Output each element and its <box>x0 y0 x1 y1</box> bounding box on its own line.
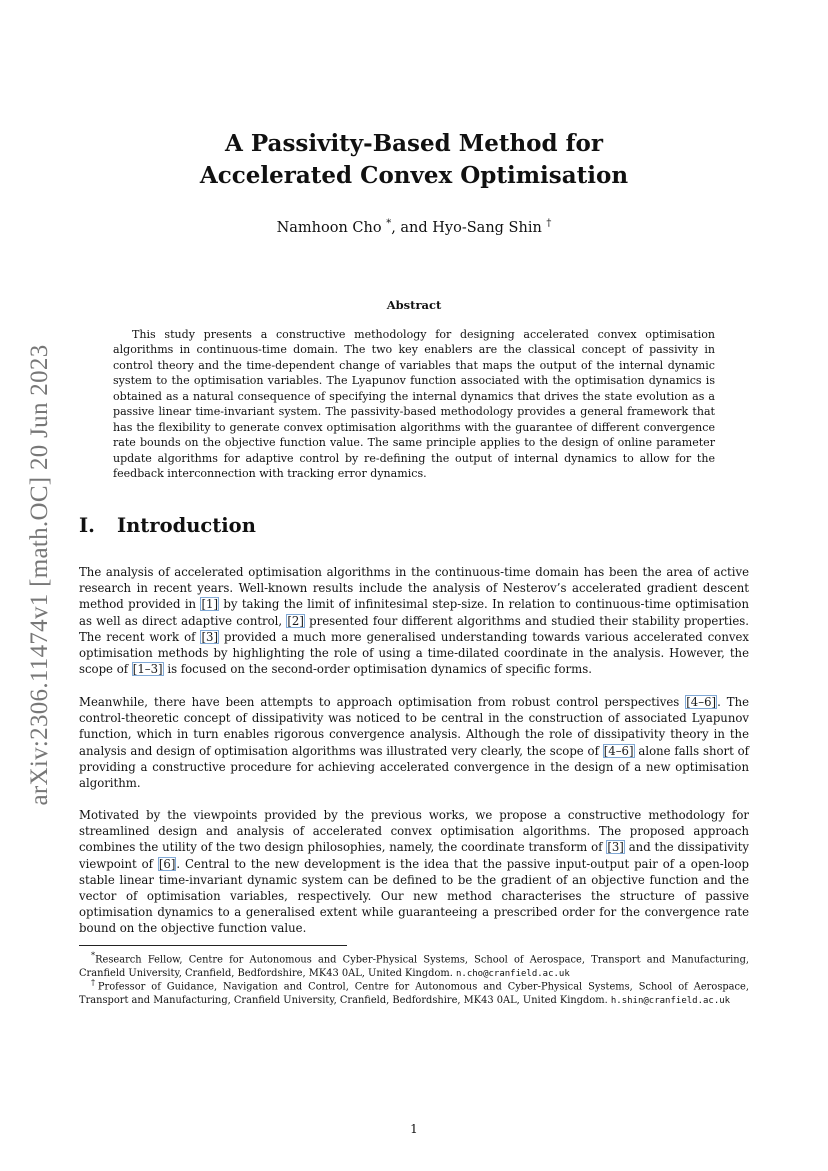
abstract-heading: Abstract <box>386 298 442 312</box>
citation-link[interactable]: [1–3] <box>132 662 163 677</box>
paragraph-text: Motivated by the viewpoints provided by the previous works, we propose a constructive methodology for streamlined design and analysis of accelerated convex optimisation algorithms. The proposed approach combines the utility of the two design philosophies, namely, the coordinate transform of <box>79 808 749 855</box>
paragraph-text: is focused on the second-order optimisation dynamics of specific forms. <box>163 662 592 677</box>
footnote-text: Research Fellow, Centre for Autonomous and Cyber-Physical Systems, School of Aerospace, Transport and Manufacturing, Cranfield University, Cranfield, Bedfordshire, MK43 0AL, United Kingdom. <box>79 954 749 979</box>
footnote-text: Professor of Guidance, Navigation and Control, Centre for Autonomous and Cyber-Physical Systems, School of Aerospace, Transport and Manufacturing, Cranfield University, Cranfield, Bedfordshire, MK43 0AL, United Kingdom. <box>79 981 750 1006</box>
citation-link[interactable]: [2] <box>287 613 304 628</box>
author-email-link[interactable]: h.shin@cranfield.ac.uk <box>610 995 731 1006</box>
intro-paragraph-1 <box>79 564 749 677</box>
author-name-2: Hyo-Sang Shin <box>432 220 542 236</box>
arxiv-identifier-stamp: arXiv:2306.11474v1 [math.OC] 20 Jun 2023 <box>26 344 53 806</box>
citation-link[interactable]: [4–6] <box>686 695 717 709</box>
citation-link[interactable]: [3] <box>201 629 219 644</box>
author-footnote-mark-2[interactable]: † <box>546 218 552 229</box>
author-email-link[interactable]: n.cho@cranfield.ac.uk <box>455 968 570 979</box>
section-number: I. <box>79 514 95 537</box>
section-heading-introduction <box>79 514 256 537</box>
page-number: 1 <box>410 1122 418 1136</box>
intro-paragraph-2 <box>79 694 749 791</box>
paragraph-text: provided a much more generalised understanding towards various accelerated convex optimisation methods by highlighting the role of using a time-dilated coordinate in the analysis. However, the scope of <box>79 629 749 677</box>
citation-link[interactable]: [1] <box>201 597 219 612</box>
footnote-2 <box>79 976 749 1008</box>
paragraph-text: by taking the limit of infinitesimal step-size. In relation to continuous-time optimisation as well as direct adaptive control, <box>79 597 749 628</box>
paragraph-text: . Central to the new development is the idea that the passive input-output pair of a open-loop stable linear time-invariant dynamic system can be defined to be the gradient of an objective function and the vector of optimisation variables, respectively. Our new method characterises the structure of passive optimisation dynamics to a generalised extent while guaranteeing a prescribed order for the convergence rate bound on the objective function value. <box>79 856 749 936</box>
paper-title <box>0 128 828 192</box>
paragraph-text: presented four different algorithms and studied their stability properties. The recent work of <box>79 613 749 644</box>
citation-link[interactable]: [4–6] <box>603 743 634 758</box>
paragraph-text: Meanwhile, there have been attempts to approach optimisation from robust control perspectives <box>79 695 686 709</box>
footnote-mark: * <box>91 950 96 960</box>
author-footnote-mark-1[interactable]: * <box>386 218 392 229</box>
author-list <box>0 218 828 236</box>
author-name-1: Namhoon Cho <box>276 220 382 236</box>
section-title: Introduction <box>117 514 256 537</box>
paragraph-text: alone falls short of providing a constructive procedure for achieving accelerated convergence in the design of a new optimisation algorithm. <box>79 743 749 791</box>
paragraph-text: and the dissipativity viewpoint of <box>79 840 749 871</box>
intro-paragraph-3 <box>79 807 749 937</box>
author-connector: , and <box>391 220 433 236</box>
paragraph-text: . The control-theoretic concept of dissipativity was noticed to be central in the construction of associated Lyapunov function, which in turn enables rigorous convergence analysis. Although the role of dissipativity theory in the analysis and design of optimisation algorithms was illustrated very clearly, the scope of <box>79 695 750 758</box>
citation-link[interactable]: [3] <box>607 840 624 855</box>
abstract-text: This study presents a constructive methodology for designing accelerated convex optimisation algorithms in continuous-time domain. The two key enablers are the classical concept of passivity in control theory and the time-dependent change of variables that maps the output of the internal dynamic system to the optimisation variables. The Lyapunov function associated with the optimisation dynamics is obtained as a natural consequence of specifying the internal dynamics that drives the state evolution as a passive linear time-invariant system. The passivity-based methodology provides a general framework that has the flexibility to generate convex optimisation algorithms with the guarantee of different convergence rate bounds on the objective function value. The same principle applies to the design of online parameter update algorithms for adaptive control by re-defining the output of internal dynamics to allow for the feedback interconnection with tracking error dynamics. <box>113 328 715 481</box>
citation-link[interactable]: [6] <box>158 856 176 871</box>
paper-title-line-2: Accelerated Convex Optimisation <box>199 162 629 189</box>
paper-title-line-1: A Passivity-Based Method for <box>225 130 603 157</box>
footnote-divider <box>79 945 347 946</box>
paragraph-text: The analysis of accelerated optimisation algorithms in the continuous-time domain has been the area of active research in recent years. Well-known results include the analysis of Nesterov’s accelerated gradient descent method provided in <box>79 565 749 612</box>
footnote-mark: † <box>91 977 98 987</box>
